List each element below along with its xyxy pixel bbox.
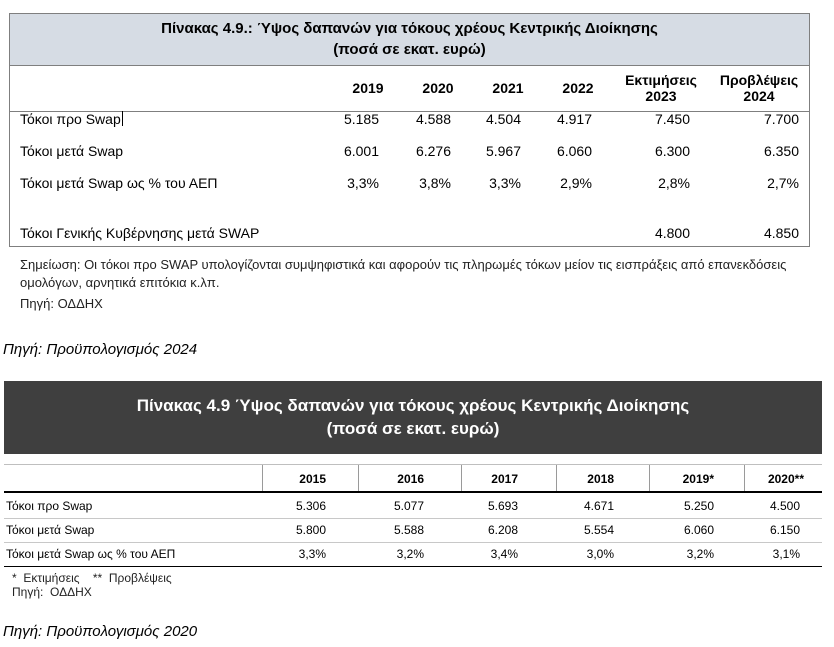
table-row — [10, 172, 809, 196]
table-2020-title-line1: Πίνακας 4.9 Ύψος δαπανών για τόκους χρέους Κεντρικής Διοίκησης — [136, 396, 690, 415]
header-forecasts-2024: Προβλέψεις 2024 — [719, 72, 799, 104]
cell: 5.185 — [343, 111, 379, 127]
cell: 3,2% — [686, 547, 714, 561]
header-2017: 2017 — [491, 472, 518, 486]
table-row — [4, 543, 822, 567]
table-2020-header-row — [4, 465, 822, 493]
table-2024-note: Σημείωση: Οι τόκοι προ SWAP υπολογίζονται συμψηφιστικά και αφορούν τις πληρωμές τόκων μείον τις εισπράξεις από επανεκδόσεις ομολόγων, αρνητικά επιτόκια κ.λπ. — [20, 257, 787, 290]
cell: 6.350 — [763, 143, 799, 159]
cell: 3,1% — [772, 547, 800, 561]
cell: 4.800 — [654, 225, 690, 241]
cell: 4.671 — [583, 499, 614, 513]
cell: 5.077 — [393, 499, 424, 513]
header-2022: 2022 — [562, 80, 594, 96]
cell: 5.588 — [393, 523, 424, 537]
table-2024 — [9, 13, 810, 247]
cell: 5.554 — [583, 523, 614, 537]
table-2024-source: Πηγή: ΟΔΔΗΧ — [20, 296, 103, 311]
header-2018: 2018 — [587, 472, 614, 486]
row-label: Τόκοι μετά Swap — [20, 143, 124, 159]
cell: 4.850 — [763, 225, 799, 241]
cell: 3,2% — [396, 547, 424, 561]
cell: 2,9% — [560, 175, 592, 191]
cell: 7.450 — [654, 111, 690, 127]
header-2015: 2015 — [299, 472, 326, 486]
cell: 5.306 — [295, 499, 326, 513]
table-row — [10, 140, 809, 164]
divider — [744, 465, 745, 491]
cell: 7.700 — [763, 111, 799, 127]
cell: 6.300 — [654, 143, 690, 159]
cell: 3,4% — [490, 547, 518, 561]
header-2016: 2016 — [397, 472, 424, 486]
row-label: Τόκοι μετά Swap ως % του ΑΕΠ — [6, 547, 176, 561]
table-2020-source: Πηγή: ΟΔΔΗΧ — [12, 585, 92, 599]
cell: 3,8% — [419, 175, 451, 191]
divider — [358, 465, 359, 491]
cell: 6.150 — [769, 523, 800, 537]
table-2024-header-row — [10, 66, 809, 112]
table-2020-title — [4, 381, 822, 454]
cell: 4.504 — [485, 111, 521, 127]
table-2020-title-line2: (ποσά σε εκατ. ευρώ) — [326, 419, 500, 438]
divider — [262, 465, 263, 491]
cell: 5.693 — [487, 499, 518, 513]
header-estimates-2023: Εκτιμήσεις 2023 — [625, 72, 697, 104]
header-2019: 2019 — [352, 80, 384, 96]
cell: 3,3% — [298, 547, 326, 561]
cell: 6.208 — [487, 523, 518, 537]
cell: 6.276 — [415, 143, 451, 159]
divider — [556, 465, 557, 491]
header-2020-forecast: 2020** — [767, 472, 804, 486]
cell: 3,3% — [347, 175, 379, 191]
cell: 2,8% — [658, 175, 690, 191]
cell: 5.250 — [683, 499, 714, 513]
cell: 6.060 — [683, 523, 714, 537]
cell: 5.967 — [485, 143, 521, 159]
cell: 2,7% — [767, 175, 799, 191]
cell: 4.917 — [556, 111, 592, 127]
header-2019-estimate: 2019* — [682, 472, 714, 486]
row-label: Τόκοι προ Swap — [6, 499, 93, 513]
row-label: Τόκοι μετά Swap ως % του ΑΕΠ — [20, 175, 218, 191]
table-row — [10, 108, 809, 132]
row-label: Τόκοι μετά Swap — [6, 523, 95, 537]
footnote-legend: * Εκτιμήσεις ** Προβλέψεις — [12, 571, 172, 585]
cell: 6.060 — [556, 143, 592, 159]
table-row — [4, 495, 822, 519]
table-row — [10, 222, 809, 246]
table-2024-title-line1: Πίνακας 4.9.: Ύψος δαπανών για τόκους χρέους Κεντρικής Διοίκησης — [161, 20, 658, 37]
header-2020: 2020 — [422, 80, 454, 96]
table-2020-footnotes — [12, 571, 172, 599]
table-2020-separator — [4, 454, 822, 465]
row-label: Τόκοι προ Swap — [20, 111, 121, 127]
header-2021: 2021 — [492, 80, 524, 96]
cell: 6.001 — [343, 143, 379, 159]
cell: 4.500 — [769, 499, 800, 513]
divider — [461, 465, 462, 491]
cell: 4.588 — [415, 111, 451, 127]
text-cursor — [122, 111, 123, 126]
caption-budget-2020: Πηγή: Προϋπολογισμός 2020 — [3, 623, 198, 640]
cell: 5.800 — [295, 523, 326, 537]
table-2024-title — [10, 14, 809, 66]
cell: 3,0% — [586, 547, 614, 561]
table-2024-title-line2: (ποσά σε εκατ. ευρώ) — [333, 41, 486, 58]
table-row — [4, 519, 822, 543]
divider — [649, 465, 650, 491]
caption-budget-2024: Πηγή: Προϋπολογισμός 2024 — [3, 341, 198, 358]
row-label: Τόκοι Γενικής Κυβέρνησης μετά SWAP — [20, 225, 260, 241]
cell: 3,3% — [489, 175, 521, 191]
